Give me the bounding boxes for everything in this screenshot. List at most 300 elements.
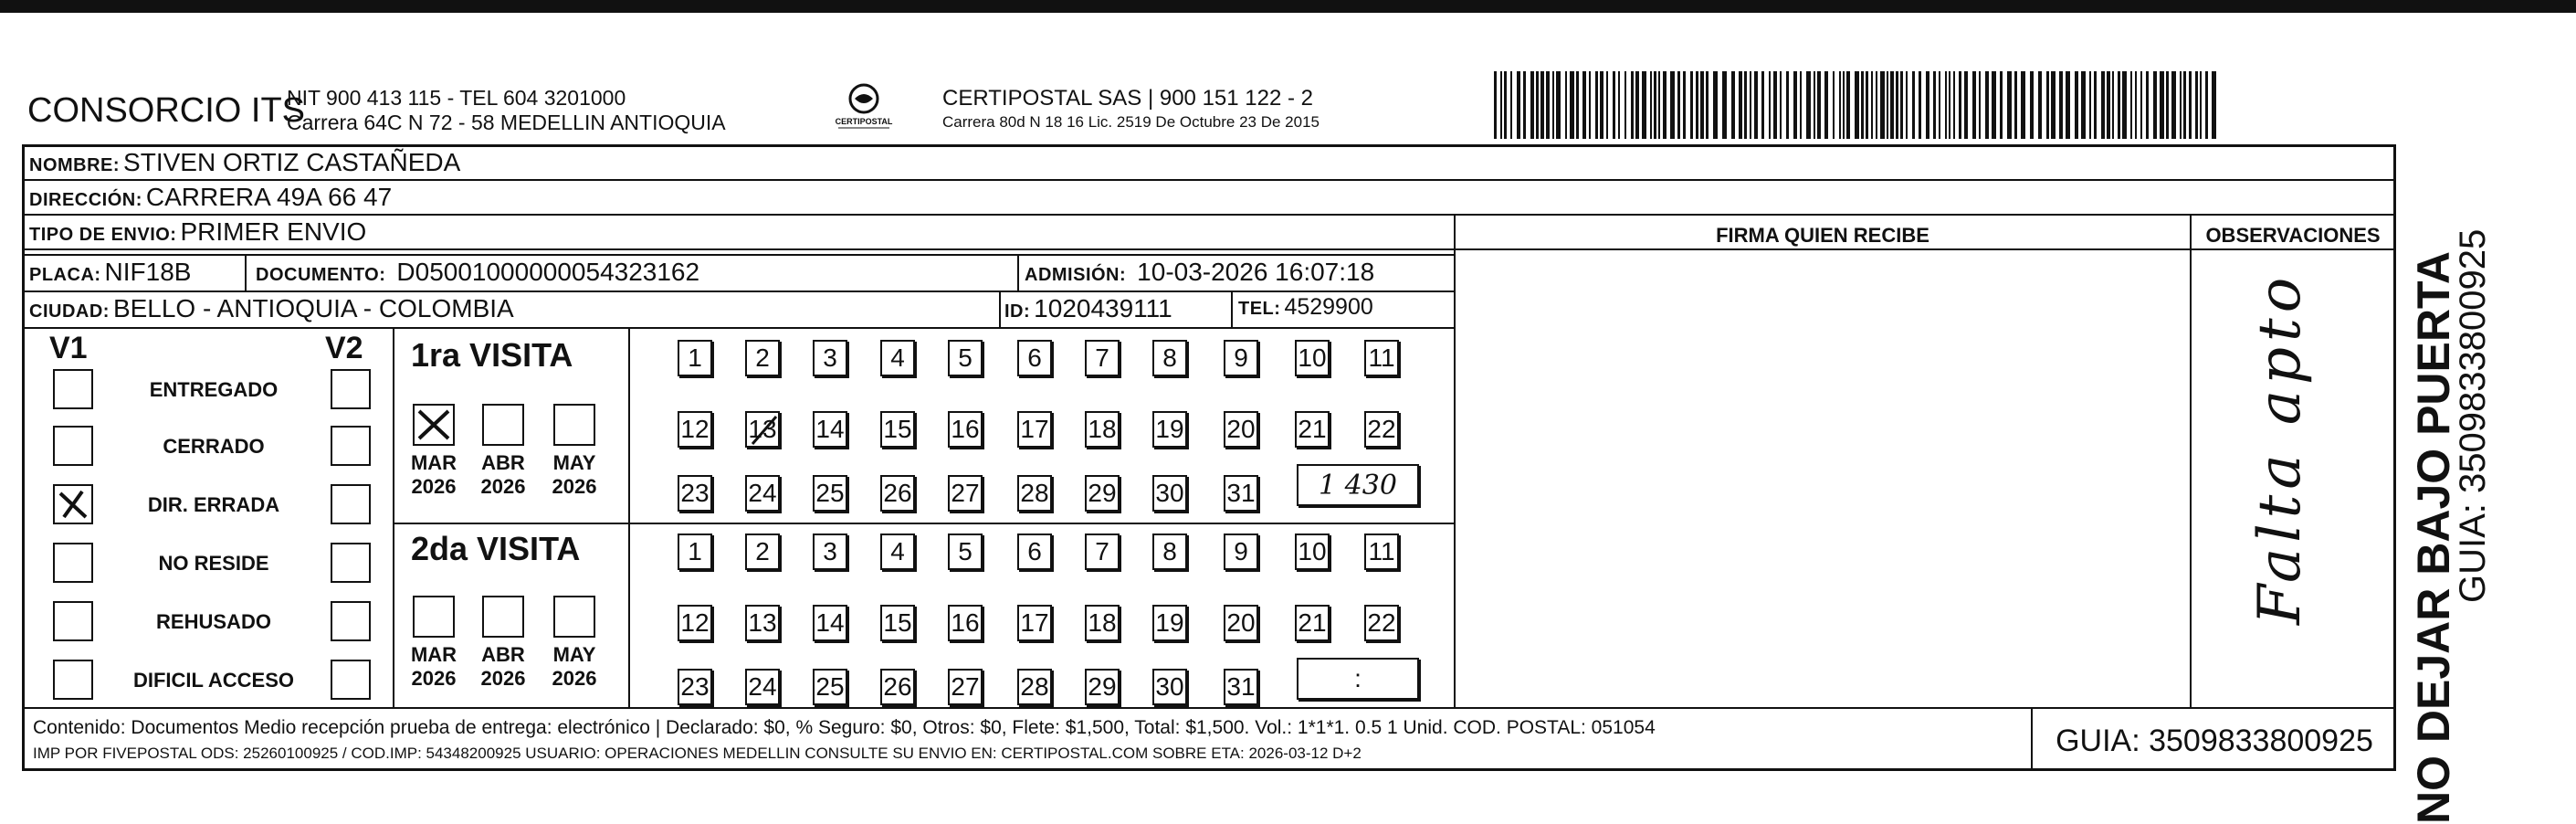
barcode-bar bbox=[1939, 71, 1940, 139]
barcode-bar bbox=[1618, 71, 1620, 139]
day-box[interactable] bbox=[948, 533, 983, 570]
visit-separator bbox=[393, 523, 1454, 524]
month-checkbox[interactable] bbox=[413, 596, 455, 638]
barcode-bar bbox=[2094, 71, 2097, 139]
barcode-bar bbox=[1900, 71, 1903, 139]
barcode-bar bbox=[1500, 71, 1502, 139]
day-box[interactable] bbox=[678, 475, 712, 512]
barcode-bar bbox=[2153, 71, 2157, 139]
day-box[interactable] bbox=[1085, 533, 1120, 570]
month-checkbox[interactable] bbox=[553, 404, 595, 446]
day-number: 10 bbox=[1298, 343, 1327, 372]
day-box[interactable] bbox=[1152, 475, 1187, 512]
document-label: DOCUMENTO: bbox=[256, 265, 386, 285]
month-name: MAY bbox=[552, 643, 596, 666]
day-number: 24 bbox=[748, 672, 777, 701]
footer-divider bbox=[22, 707, 2396, 709]
day-number: 11 bbox=[1368, 537, 1395, 565]
barcode-bar bbox=[1540, 71, 1544, 139]
barcode-bar bbox=[2021, 71, 2025, 139]
side-warning: NO DEJAR BAJO PUERTA bbox=[2408, 251, 2459, 824]
barcode-bar bbox=[2183, 71, 2186, 139]
day-box[interactable] bbox=[880, 605, 915, 641]
barcode-bar bbox=[1700, 71, 1704, 139]
barcode-bar bbox=[1606, 71, 1608, 139]
day-number: 19 bbox=[1155, 415, 1184, 443]
barcode-bar bbox=[1642, 71, 1646, 139]
barcode-bar bbox=[1890, 71, 1894, 139]
month-year: 2026 bbox=[552, 667, 597, 690]
month-name: MAY bbox=[552, 451, 596, 474]
v1-checkbox[interactable] bbox=[53, 543, 93, 583]
company-address: Carrera 64C N 72 - 58 MEDELLIN ANTIOQUIA bbox=[287, 111, 726, 134]
day-box[interactable] bbox=[813, 475, 847, 512]
barcode-bar bbox=[1933, 71, 1936, 139]
recipient-address: CARRERA 49A 66 47 bbox=[145, 183, 393, 211]
barcode-bar bbox=[1722, 71, 1727, 139]
barcode-bar bbox=[1744, 71, 1747, 139]
day-box[interactable] bbox=[948, 475, 983, 512]
recipient-name: STIVEN ORTIZ CASTAÑEDA bbox=[123, 148, 461, 176]
day-box[interactable] bbox=[1085, 340, 1120, 376]
barcode-bar bbox=[2140, 71, 2142, 139]
day-number: 6 bbox=[1027, 343, 1042, 372]
barcode-bar bbox=[1504, 71, 1507, 139]
barcode-bar bbox=[1517, 71, 1520, 139]
day-box[interactable] bbox=[813, 605, 847, 641]
day-number: 27 bbox=[951, 479, 980, 507]
day-box[interactable] bbox=[948, 411, 983, 448]
v1-checkbox[interactable] bbox=[53, 484, 93, 524]
day-number: 22 bbox=[1367, 608, 1396, 637]
barcode-bar bbox=[1595, 71, 1598, 139]
option-label: REHUSADO bbox=[156, 610, 271, 633]
barcode-bar bbox=[2195, 71, 2198, 139]
day-box[interactable] bbox=[678, 411, 712, 448]
observations-header: OBSERVACIONES bbox=[2205, 224, 2381, 247]
barcode-bar bbox=[2081, 71, 2086, 139]
day-number: 15 bbox=[883, 415, 912, 443]
name-row bbox=[29, 148, 460, 177]
barcode-bar bbox=[2130, 71, 2132, 139]
day-box[interactable] bbox=[1017, 475, 1052, 512]
options-divider bbox=[393, 327, 394, 707]
name-label: NOMBRE: bbox=[29, 155, 121, 175]
barcode-bar bbox=[1833, 71, 1835, 139]
barcode-bar bbox=[1992, 71, 1996, 139]
day-box[interactable] bbox=[1364, 533, 1399, 570]
day-box[interactable] bbox=[813, 533, 847, 570]
day-box[interactable] bbox=[948, 669, 983, 705]
day-number: 4 bbox=[890, 343, 905, 372]
day-box[interactable] bbox=[1085, 475, 1120, 512]
day-box[interactable] bbox=[880, 340, 915, 376]
plate-label: PLACA: bbox=[29, 265, 101, 285]
barcode-bar bbox=[1979, 71, 1981, 139]
day-number: 7 bbox=[1095, 343, 1109, 372]
day-box[interactable] bbox=[745, 475, 780, 512]
day-box[interactable] bbox=[1017, 669, 1052, 705]
id-divider bbox=[999, 291, 1001, 327]
barcode-bar bbox=[2160, 71, 2164, 139]
barcode-bar bbox=[1706, 71, 1709, 139]
barcode-bar bbox=[1556, 71, 1561, 139]
day-number: 21 bbox=[1298, 415, 1327, 443]
day-box[interactable] bbox=[1364, 340, 1399, 376]
day-number: 28 bbox=[1020, 672, 1049, 701]
day-box[interactable] bbox=[1224, 605, 1258, 641]
day-number: 30 bbox=[1155, 479, 1184, 507]
barcode-bar bbox=[1663, 71, 1667, 139]
v2-title: V2 bbox=[325, 331, 363, 365]
day-box[interactable] bbox=[745, 533, 780, 570]
barcode-bar bbox=[1824, 71, 1828, 139]
day-number: 19 bbox=[1155, 608, 1184, 637]
visit1-title: 1ra VISITA bbox=[411, 336, 573, 374]
day-box[interactable] bbox=[1224, 340, 1258, 376]
day-box[interactable] bbox=[745, 669, 780, 705]
v2-checkbox[interactable] bbox=[331, 660, 371, 700]
id-row bbox=[1004, 294, 1172, 323]
barcode-bar bbox=[1670, 71, 1675, 139]
barcode-bar bbox=[2051, 71, 2056, 139]
day-box[interactable] bbox=[1224, 411, 1258, 448]
barcode-bar bbox=[2122, 71, 2127, 139]
month-name: ABR bbox=[481, 643, 525, 666]
day-box[interactable] bbox=[1017, 411, 1052, 448]
barcode-bar bbox=[1817, 71, 1821, 139]
month-checkbox[interactable] bbox=[553, 596, 595, 638]
day-number: 3 bbox=[823, 537, 837, 565]
checkmark-x-icon bbox=[55, 486, 91, 523]
address-label: DIRECCIÓN: bbox=[29, 190, 142, 210]
barcode-bar bbox=[1912, 71, 1915, 139]
day-box[interactable] bbox=[745, 411, 780, 448]
day-box[interactable] bbox=[880, 669, 915, 705]
barcode-bar bbox=[1769, 71, 1771, 139]
signature-header: FIRMA QUIEN RECIBE bbox=[1716, 224, 1929, 247]
barcode-bar bbox=[2118, 71, 2120, 139]
day-box[interactable] bbox=[880, 475, 915, 512]
day-number: 5 bbox=[958, 537, 973, 565]
v2-checkbox[interactable] bbox=[331, 426, 371, 466]
ship-type-label: TIPO DE ENVIO: bbox=[29, 225, 177, 245]
row-divider bbox=[22, 327, 1454, 329]
day-number: 20 bbox=[1226, 415, 1256, 443]
barcode-bar bbox=[2089, 71, 2091, 139]
barcode-bar bbox=[1985, 71, 1989, 139]
barcode-bar bbox=[2189, 71, 2192, 139]
handwritten-observation: Falta apto bbox=[2246, 271, 2314, 625]
month-name: MAR bbox=[410, 451, 457, 474]
barcode-bar bbox=[1546, 71, 1550, 139]
day-number: 2 bbox=[755, 537, 770, 565]
day-box[interactable] bbox=[1295, 411, 1330, 448]
day-box[interactable] bbox=[948, 340, 983, 376]
day-number: 10 bbox=[1298, 537, 1327, 565]
option-label: DIR. ERRADA bbox=[147, 493, 280, 516]
footer-content-line: Contenido: Documentos Medio recepción prueba de entrega: electrónico | Declarado: $0, % Seguro: $0, Otros: $0, Flete: $1,500, Total: $1,500. Vol.: 1*1*1. 0.5 1 Unid. COD. POSTAL: 051054 bbox=[33, 717, 1656, 738]
barcode-bar bbox=[1843, 71, 1845, 139]
day-box[interactable] bbox=[1152, 669, 1187, 705]
option-label: ENTREGADO bbox=[149, 378, 279, 401]
barcode-bar bbox=[1589, 71, 1591, 139]
visit2-title: 2da VISITA bbox=[411, 530, 581, 567]
day-box[interactable] bbox=[880, 411, 915, 448]
observations-field[interactable] bbox=[2192, 250, 2394, 705]
day-number: 20 bbox=[1226, 608, 1256, 637]
day-number: 29 bbox=[1088, 672, 1117, 701]
day-box[interactable] bbox=[1017, 340, 1052, 376]
barcode-bar bbox=[2046, 71, 2049, 139]
v2-checkbox[interactable] bbox=[331, 543, 371, 583]
day-number: 7 bbox=[1095, 537, 1109, 565]
day-box[interactable] bbox=[1295, 605, 1330, 641]
day-box[interactable] bbox=[813, 340, 847, 376]
day-number: 26 bbox=[883, 479, 912, 507]
day-number: 22 bbox=[1367, 415, 1396, 443]
day-box[interactable] bbox=[678, 533, 712, 570]
barcode-bar bbox=[2200, 71, 2202, 139]
signature-field[interactable] bbox=[1456, 250, 2190, 705]
barcode-bar bbox=[1945, 71, 1947, 139]
month-year: 2026 bbox=[411, 475, 457, 498]
day-number: 1 bbox=[688, 537, 702, 565]
day-box[interactable] bbox=[1224, 475, 1258, 512]
day-number: 1 bbox=[688, 343, 702, 372]
day-box[interactable] bbox=[1152, 605, 1187, 641]
barcode-bar bbox=[1800, 71, 1802, 139]
barcode-bar bbox=[2000, 71, 2003, 139]
logo-caption: CERTIPOSTAL bbox=[835, 117, 893, 126]
day-number: 17 bbox=[1020, 608, 1049, 637]
barcode-bar bbox=[1949, 71, 1950, 139]
month-name: MAR bbox=[410, 643, 457, 666]
v2-checkbox[interactable] bbox=[331, 601, 371, 641]
barcode-bar bbox=[1754, 71, 1758, 139]
company-nit: NIT 900 413 115 - TEL 604 3201000 bbox=[287, 86, 626, 110]
month-year: 2026 bbox=[552, 475, 597, 498]
barcode-bar bbox=[2112, 71, 2114, 139]
barcode-bar bbox=[2107, 71, 2110, 139]
plate-value: NIF18B bbox=[104, 258, 192, 286]
day-box[interactable] bbox=[678, 340, 712, 376]
day-box[interactable] bbox=[1224, 533, 1258, 570]
day-number: 30 bbox=[1155, 672, 1184, 701]
row-divider bbox=[22, 254, 1454, 256]
barcode-bar bbox=[1855, 71, 1859, 139]
option-label: NO RESIDE bbox=[158, 552, 269, 575]
day-number: 24 bbox=[748, 479, 777, 507]
barcode-bar bbox=[1552, 71, 1554, 139]
month-checkbox[interactable] bbox=[482, 404, 524, 446]
visit1-time-box[interactable] bbox=[1297, 464, 1419, 506]
barcode-bar bbox=[1866, 71, 1868, 139]
city-value: BELLO - ANTIOQUIA - COLOMBIA bbox=[112, 294, 514, 322]
id-value: 1020439111 bbox=[1034, 294, 1172, 322]
day-strike-icon bbox=[747, 413, 782, 449]
day-box[interactable] bbox=[1085, 605, 1120, 641]
barcode-bar bbox=[1600, 71, 1603, 139]
address-row bbox=[29, 183, 392, 212]
tel-row bbox=[1238, 294, 1373, 321]
barcode-bar bbox=[1806, 71, 1811, 139]
side-guia: GUIA: 3509833800925 bbox=[2453, 228, 2493, 603]
barcode bbox=[1492, 71, 2219, 139]
barcode-bar bbox=[2212, 71, 2216, 139]
day-number: 2 bbox=[755, 343, 770, 372]
day-box[interactable] bbox=[1085, 411, 1120, 448]
barcode-bar bbox=[2166, 71, 2169, 139]
day-box[interactable] bbox=[1364, 411, 1399, 448]
v1-checkbox[interactable] bbox=[53, 660, 93, 700]
month-checkbox[interactable] bbox=[413, 404, 455, 446]
day-box[interactable] bbox=[678, 605, 712, 641]
barcode-bar bbox=[2171, 71, 2176, 139]
courier-line: CERTIPOSTAL SAS | 900 151 122 - 2 bbox=[942, 86, 1313, 111]
day-number: 28 bbox=[1020, 479, 1049, 507]
v2-checkbox[interactable] bbox=[331, 484, 371, 524]
row-divider bbox=[22, 291, 1454, 292]
day-box[interactable] bbox=[1364, 605, 1399, 641]
day-number: 13 bbox=[748, 608, 777, 637]
day-box[interactable] bbox=[948, 605, 983, 641]
plate-row bbox=[29, 258, 191, 287]
v1-checkbox[interactable] bbox=[53, 369, 93, 409]
v1-checkbox[interactable] bbox=[53, 426, 93, 466]
day-box[interactable] bbox=[1152, 533, 1187, 570]
barcode-bar bbox=[1739, 71, 1742, 139]
barcode-bar bbox=[2135, 71, 2137, 139]
barcode-bar bbox=[1839, 71, 1841, 139]
day-number: 31 bbox=[1226, 672, 1256, 701]
day-number: 29 bbox=[1088, 479, 1117, 507]
day-box[interactable] bbox=[813, 669, 847, 705]
tel-value: 4529900 bbox=[1284, 294, 1373, 320]
row-divider bbox=[22, 214, 2396, 216]
admission-row bbox=[1025, 258, 1374, 287]
day-number: 11 bbox=[1368, 343, 1395, 372]
day-number: 23 bbox=[680, 479, 710, 507]
visit2-time-box[interactable] bbox=[1297, 658, 1419, 700]
day-number: 17 bbox=[1020, 415, 1049, 443]
day-box[interactable] bbox=[745, 605, 780, 641]
day-box[interactable] bbox=[1152, 340, 1187, 376]
barcode-bar bbox=[1713, 71, 1718, 139]
barcode-bar bbox=[1846, 71, 1850, 139]
visit1-time-written: 1 430 bbox=[1319, 469, 1397, 502]
day-number: 27 bbox=[951, 672, 980, 701]
day-number: 6 bbox=[1027, 537, 1042, 565]
month-label bbox=[549, 643, 600, 691]
barcode-bar bbox=[2038, 71, 2042, 139]
day-box[interactable] bbox=[745, 340, 780, 376]
day-box[interactable] bbox=[1152, 411, 1187, 448]
day-number: 9 bbox=[1234, 537, 1248, 565]
barcode-bar bbox=[1635, 71, 1639, 139]
company-name: CONSORCIO ITS bbox=[27, 91, 306, 130]
day-box[interactable] bbox=[1224, 669, 1258, 705]
day-number: 15 bbox=[883, 608, 912, 637]
v1-title: V1 bbox=[49, 331, 88, 365]
day-number: 14 bbox=[815, 608, 845, 637]
day-box[interactable] bbox=[1085, 669, 1120, 705]
month-checkbox[interactable] bbox=[482, 596, 524, 638]
barcode-bar bbox=[1926, 71, 1929, 139]
day-box[interactable] bbox=[1017, 533, 1052, 570]
barcode-bar bbox=[1871, 71, 1873, 139]
barcode-bar bbox=[1906, 71, 1908, 139]
day-number: 12 bbox=[680, 415, 710, 443]
day-number: 31 bbox=[1226, 479, 1256, 507]
day-box[interactable] bbox=[813, 411, 847, 448]
month-name: ABR bbox=[481, 451, 525, 474]
barcode-bar bbox=[1761, 71, 1764, 139]
courier-address: Carrera 80d N 18 16 Lic. 2519 De Octubre 23 De 2015 bbox=[942, 113, 1320, 131]
month-label bbox=[478, 643, 529, 691]
barcode-bar bbox=[1861, 71, 1864, 139]
day-number: 8 bbox=[1162, 343, 1177, 372]
day-box[interactable] bbox=[880, 533, 915, 570]
admission-divider bbox=[1017, 254, 1019, 291]
barcode-bar bbox=[1576, 71, 1579, 139]
visit-divider bbox=[628, 327, 630, 707]
day-box[interactable] bbox=[678, 669, 712, 705]
day-box[interactable] bbox=[1017, 605, 1052, 641]
day-number: 18 bbox=[1088, 608, 1117, 637]
barcode-bar bbox=[1696, 71, 1698, 139]
barcode-bar bbox=[1919, 71, 1921, 139]
day-number: 18 bbox=[1088, 415, 1117, 443]
day-number: 5 bbox=[958, 343, 973, 372]
barcode-bar bbox=[1631, 71, 1634, 139]
v1-checkbox[interactable] bbox=[53, 601, 93, 641]
barcode-bar bbox=[2059, 71, 2063, 139]
barcode-bar bbox=[2180, 71, 2182, 139]
barcode-bar bbox=[2146, 71, 2149, 139]
barcode-bar bbox=[1650, 71, 1652, 139]
plate-divider bbox=[245, 254, 247, 291]
barcode-bar bbox=[2014, 71, 2017, 139]
barcode-bar bbox=[1494, 71, 1497, 139]
day-number: 16 bbox=[951, 608, 980, 637]
barcode-bar bbox=[1523, 71, 1526, 139]
barcode-bar bbox=[1896, 71, 1898, 139]
option-label: DIFICIL ACCESO bbox=[132, 669, 294, 692]
city-row bbox=[29, 294, 514, 323]
barcode-bar bbox=[2066, 71, 2070, 139]
barcode-bar bbox=[1624, 71, 1626, 139]
barcode-bar bbox=[1536, 71, 1539, 139]
barcode-bar bbox=[1959, 71, 1961, 139]
barcode-bar bbox=[1510, 71, 1512, 139]
admission-value: 10-03-2026 16:07:18 bbox=[1137, 258, 1375, 286]
barcode-bar bbox=[1565, 71, 1567, 139]
barcode-bar bbox=[1880, 71, 1885, 139]
day-box[interactable] bbox=[1295, 340, 1330, 376]
barcode-bar bbox=[1780, 71, 1782, 139]
city-label: CIUDAD: bbox=[29, 301, 110, 322]
day-number: 14 bbox=[815, 415, 845, 443]
tel-divider bbox=[1231, 291, 1233, 327]
day-box[interactable] bbox=[1295, 533, 1330, 570]
v2-checkbox[interactable] bbox=[331, 369, 371, 409]
barcode-bar bbox=[1814, 71, 1815, 139]
day-number: 12 bbox=[680, 608, 710, 637]
day-number: 21 bbox=[1298, 608, 1327, 637]
barcode-bar bbox=[1953, 71, 1955, 139]
top-edge-bar bbox=[0, 0, 2576, 13]
